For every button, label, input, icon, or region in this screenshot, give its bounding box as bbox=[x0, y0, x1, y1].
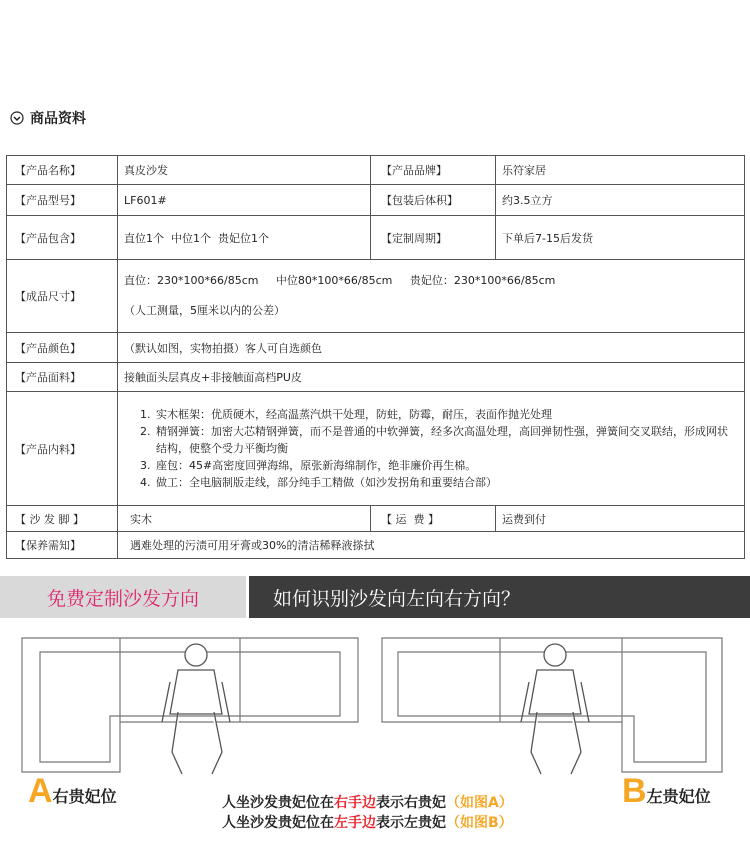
label-cell: 【 运 费 】 bbox=[371, 506, 496, 532]
label-b bbox=[622, 772, 711, 811]
label-cell: 【产品内料】 bbox=[7, 392, 118, 506]
value-cell: （默认如图，实物拍摄）客人可自选颜色 bbox=[118, 333, 745, 363]
label-cell: 【包装后体积】 bbox=[371, 185, 496, 216]
value-cell: 接触面头层真皮+非接触面高档PU皮 bbox=[118, 363, 745, 392]
table-row bbox=[7, 392, 745, 506]
table-row bbox=[7, 185, 745, 216]
table-row bbox=[7, 333, 745, 363]
label-a-text: 右贵妃位 bbox=[52, 787, 117, 806]
label-cell: 【成品尺寸】 bbox=[7, 260, 118, 333]
table-row bbox=[7, 532, 745, 559]
value-cell bbox=[118, 392, 745, 506]
spec-table bbox=[6, 155, 745, 559]
rule-highlight: 右手边 bbox=[334, 795, 376, 811]
rule-highlight: 左手边 bbox=[334, 815, 376, 831]
person-b-figure bbox=[521, 644, 589, 774]
table-row bbox=[7, 260, 745, 333]
label-b-text: 左贵妃位 bbox=[646, 787, 711, 806]
label-cell: 【产品颜色】 bbox=[7, 333, 118, 363]
tolerance-note: （人工测量，5厘米以内的公差） bbox=[124, 304, 285, 317]
rule-line-left bbox=[222, 812, 513, 832]
custom-direction-banner: 免费定制沙发方向 bbox=[0, 576, 246, 618]
value-cell bbox=[118, 260, 745, 333]
list-item: 2. 精钢弹簧：加密大芯精钢弹簧，而不是普通的中软弹簧，经多次高温处理，高回弹韧性强，弹簧间交叉联结，形成网状结构，使整个受力平衡均衡 bbox=[154, 423, 738, 457]
list-item: 1. 实木框架：优质硬木，经高温蒸汽烘干处理，防蛀，防霉，耐压，表面作抛光处理 bbox=[154, 406, 738, 423]
value-cell: 真皮沙发 bbox=[118, 156, 371, 185]
label-cell: 【 沙 发 脚 】 bbox=[7, 506, 118, 532]
materials-list bbox=[124, 406, 738, 491]
rule-text: 表示左贵妃 bbox=[376, 815, 446, 831]
label-cell: 【定制周期】 bbox=[371, 216, 496, 260]
rule-text: 人坐沙发贵妃位在 bbox=[222, 815, 334, 831]
list-item: 3. 座包：45#高密度回弹海绵，原张新海绵制作，绝非廉价再生棉。 bbox=[154, 457, 738, 474]
section-title: 商品资料 bbox=[30, 111, 86, 127]
rule-line-right bbox=[222, 792, 513, 812]
direction-help-banner: 如何识别沙发向左向右方向？ bbox=[249, 576, 750, 618]
label-cell: 【产品包含】 bbox=[7, 216, 118, 260]
value-cell: 运费到付 bbox=[496, 506, 745, 532]
value-cell: 遇难处理的污渍可用牙膏或30%的清洁稀释液搽拭 bbox=[118, 532, 745, 559]
list-item: 4. 做工：全电脑制版走线，部分纯手工精做（如沙发拐角和重要结合部） bbox=[154, 474, 738, 491]
person-a-figure bbox=[162, 644, 230, 774]
rule-ref: （如图A） bbox=[446, 795, 513, 811]
label-a bbox=[28, 772, 117, 811]
rule-text: 人坐沙发贵妃位在 bbox=[222, 795, 334, 811]
letter-b: B bbox=[622, 772, 647, 810]
value-cell: 约3.5立方 bbox=[496, 185, 745, 216]
section-header bbox=[10, 108, 86, 128]
value-cell: 直位1个 中位1个 贵妃位1个 bbox=[118, 216, 371, 260]
table-row bbox=[7, 363, 745, 392]
rule-text: 表示右贵妃 bbox=[376, 795, 446, 811]
table-row bbox=[7, 216, 745, 260]
label-cell: 【产品面料】 bbox=[7, 363, 118, 392]
value-cell: 实木 bbox=[118, 506, 371, 532]
value-cell: 乐符家居 bbox=[496, 156, 745, 185]
table-row bbox=[7, 156, 745, 185]
label-cell: 【产品名称】 bbox=[7, 156, 118, 185]
label-cell: 【保养需知】 bbox=[7, 532, 118, 559]
rule-ref: （如图B） bbox=[446, 815, 513, 831]
chevron-down-icon bbox=[10, 111, 24, 125]
label-cell: 【产品型号】 bbox=[7, 185, 118, 216]
direction-diagram bbox=[0, 622, 750, 856]
size-line: 直位：230*100*66/85cm 中位80*100*66/85cm 贵妃位：230*100*66/85cm bbox=[124, 274, 556, 287]
value-cell: 下单后7-15后发货 bbox=[496, 216, 745, 260]
letter-a: A bbox=[28, 772, 53, 810]
value-cell: LF601# bbox=[118, 185, 371, 216]
table-row bbox=[7, 506, 745, 532]
label-cell: 【产品品牌】 bbox=[371, 156, 496, 185]
